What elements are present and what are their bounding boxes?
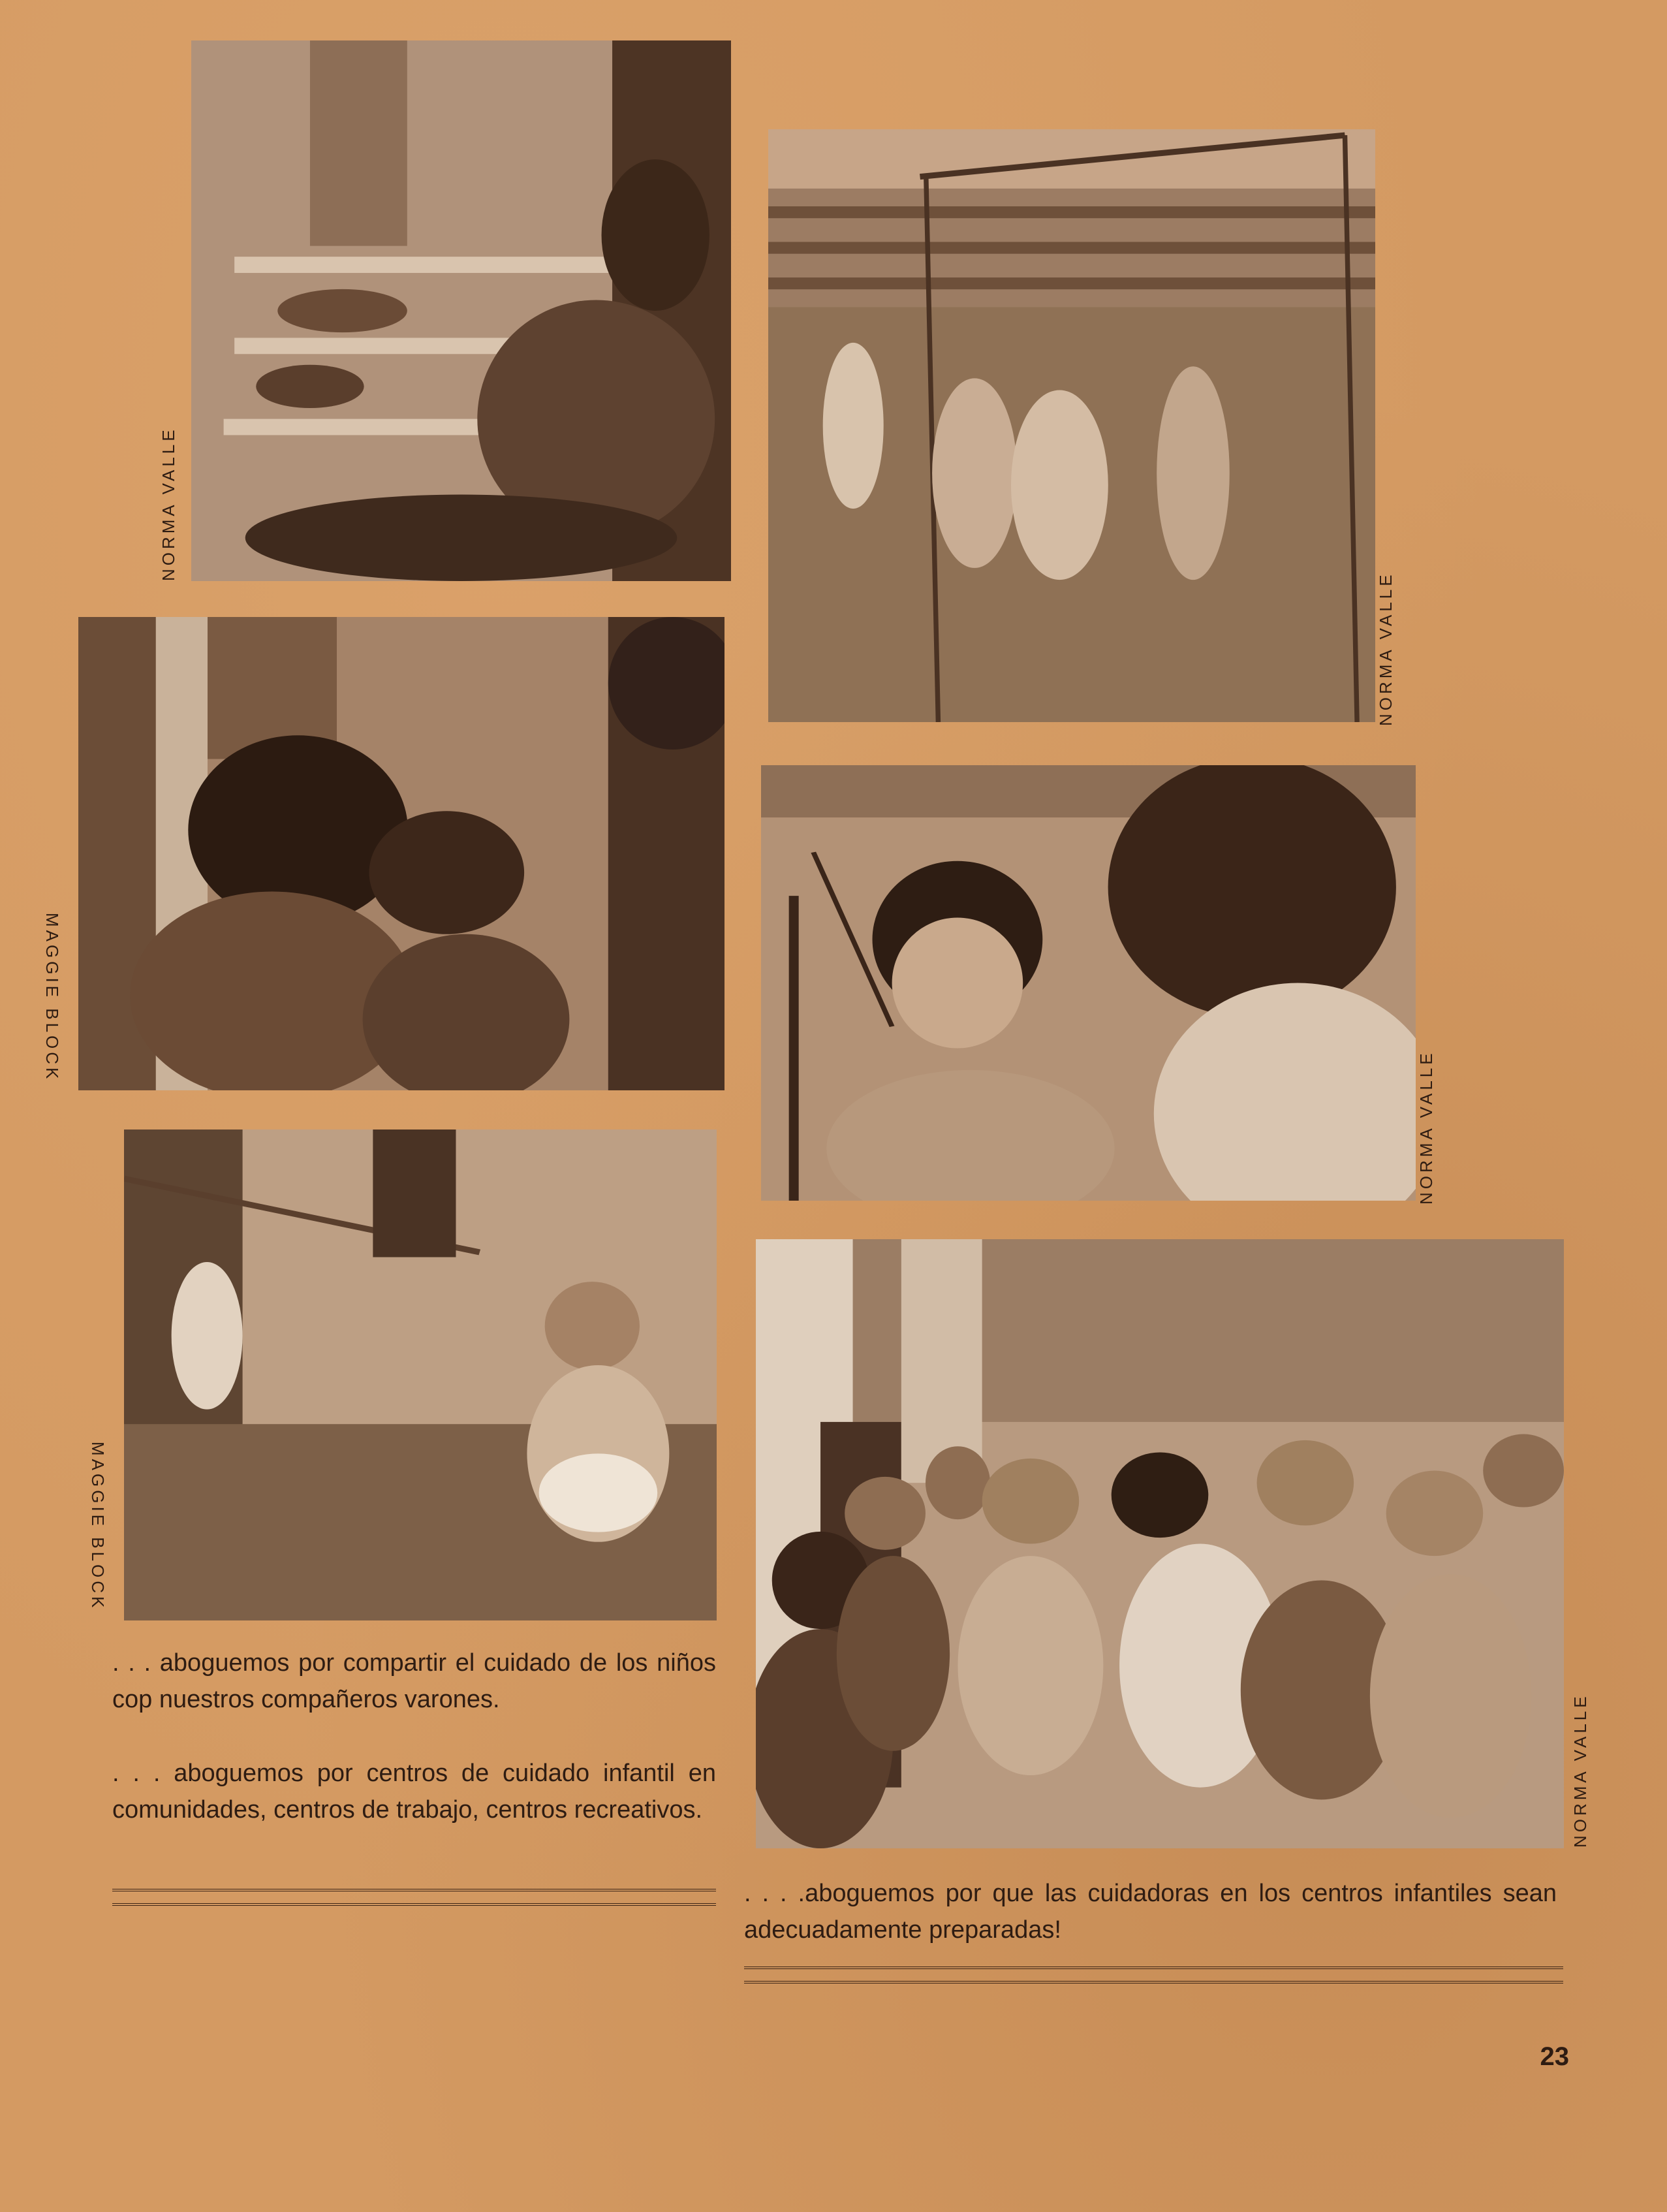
photo-credit-4: NORMA VALLE: [1416, 1050, 1436, 1205]
photo-credit-5: MAGGIE BLOCK: [88, 1442, 108, 1611]
rule-right: [744, 1967, 1563, 1983]
photo-credit-1: NORMA VALLE: [159, 426, 178, 581]
page-number: 23: [1540, 2042, 1569, 2071]
photo-credit-2: NORMA VALLE: [1376, 571, 1395, 726]
photo-swings: [768, 129, 1375, 722]
photo-credit-3: MAGGIE BLOCK: [42, 913, 62, 1082]
photo-smiling-child: [761, 765, 1416, 1201]
photo-children-group: [756, 1239, 1564, 1848]
caption-childcare-centers: . . . aboguemos por centros de cuidado infantil en comunidades, centros de trabajo, centros recreativos.: [112, 1760, 716, 1824]
photo-credit-6: NORMA VALLE: [1570, 1693, 1590, 1848]
caption-shared-childcare: . . . aboguemos por compartir el cuidado de los niños cop nuestros compañeros varones.: [112, 1649, 716, 1713]
photo-toddler-yard: [124, 1130, 717, 1620]
rule-left: [112, 1889, 716, 1906]
photo-porch: [191, 40, 731, 581]
photo-lattice: [78, 617, 724, 1090]
caption-caregiver-training: . . . .aboguemos por que las cuidadoras en los centros infantiles sean adecuadamente preparadas!: [744, 1880, 1557, 1944]
